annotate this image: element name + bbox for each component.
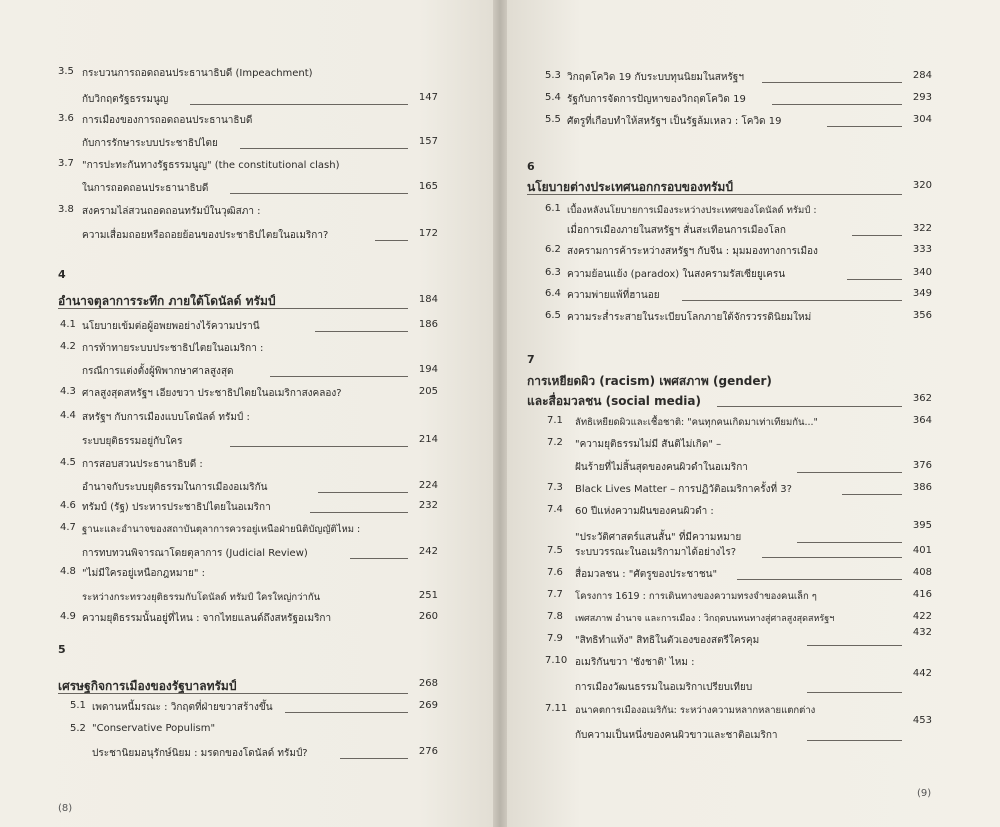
leader-line [847,279,902,280]
entry-page: 224 [418,480,438,491]
entry-number: 4.1 [60,319,76,330]
leader-line [190,104,408,105]
leader-line [852,235,902,236]
entry-title: "ความยุติธรรมไม่มี สันติไม่เกิด" – [575,439,722,450]
entry-title: ศาลสูงสุดสหรัฐฯ เอียงขวา ประชาธิปไตยในอเมริกาสงคลอง? [82,388,342,399]
leader-line [270,376,408,377]
leader-line [827,126,902,127]
chapter-title: การเหยียดผิว (racism) เพศสภาพ (gender) [527,374,772,388]
entry-title: สงครามการค้าระหว่างสหรัฐฯ กับจีน : มุมมองทางการเมือง [567,246,818,257]
entry-page: 214 [418,434,438,445]
chapter-title-cont: และสื่อมวลชน (social media) [527,394,702,408]
entry-page: 242 [418,546,438,557]
entry-title: วิกฤตโควิด 19 กับระบบทุนนิยมในสหรัฐฯ [567,72,744,83]
entry-number: 4.9 [60,611,76,622]
chapter-title: เศรษฐกิจการเมืองของรัฐบาลทรัมป์ [58,679,237,693]
entry-number: 5.4 [545,92,561,103]
entry-page: 432 [912,627,932,638]
entry-title-cont: กรณีการแต่งตั้งผู้พิพากษาศาลสูงสุด [82,366,234,377]
entry-title: ลัทธิเหยียดผิวและเชื้อชาติ: "คนทุกคนเกิดมาเท่าเทียมกัน..." [575,417,818,428]
leader-line [807,740,902,741]
entry-number: 5.1 [70,700,86,711]
entry-number: 4.3 [60,386,76,397]
leader-line [807,692,902,693]
entry-number: 6.3 [545,267,561,278]
leader-line [230,446,408,447]
entry-title: เพดานหนี้มรณะ : วิกฤตที่ฝ่ายขวาสร้างขึ้น [92,702,273,713]
leader-line [230,193,408,194]
entry-title: การท้าทายระบบประชาธิปไตยในอเมริกา : [82,343,264,354]
entry-page: 416 [912,589,932,600]
leader-line [240,148,408,149]
entry-page: 386 [912,482,932,493]
entry-page: 453 [912,715,932,726]
entry-title: "การปะทะกันทางรัฐธรรมนูญ" (the constitutional clash) [82,160,340,171]
entry-number: 6.4 [545,288,561,299]
entry-number: 3.5 [58,66,74,77]
entry-page: 157 [418,136,438,147]
entry-title: ทรัมป์ (รัฐ) ประหารประชาธิปไตยในอเมริกา [82,502,271,513]
leader-line [318,492,408,493]
entry-page: 376 [912,460,932,471]
entry-number: 6.2 [545,244,561,255]
entry-title: 60 ปีแห่งความฝันของคนผิวดำ : [575,506,714,517]
entry-title: "สิทธิทำแท้ง" สิทธิในตัวเองของสตรีใครคุม [575,635,760,646]
entry-title: อเมริกันขวา 'ชังชาติ' ไหม : [575,657,695,668]
entry-number: 6.1 [545,203,561,214]
entry-page: 205 [418,386,438,397]
entry-title-cont: กับวิกฤตรัฐธรรมนูญ [82,94,169,105]
entry-page: 349 [912,288,932,299]
entry-page: 284 [912,70,932,81]
entry-title: เพศสภาพ อำนาจ และการเมือง : วิกฤตบนหนทางสู่ศาลสูงสุดสหรัฐฯ [575,614,835,624]
entry-title: สื่อมวลชน : "ศัตรูของประชาชน" [575,569,718,580]
entry-number: 7.4 [547,504,563,515]
entry-page: 333 [912,244,932,255]
entry-title-cont: การทบทวนพิจารณาโดยตุลาการ (Judicial Review) [82,548,308,559]
entry-title: รัฐกับการจัดการปัญหาของวิกฤตโควิด 19 [567,94,746,105]
entry-number: 3.7 [58,158,74,169]
entry-number: 4.2 [60,341,76,352]
chapter-number: 6 [527,160,535,173]
chapter-title: นโยบายต่างประเทศนอกกรอบของทรัมป์ [527,180,733,194]
entry-title: กระบวนการถอดถอนประธานาธิบดี (Impeachment) [82,68,313,79]
entry-title-cont: กับการรักษาระบบประชาธิปไตย [82,138,218,149]
entry-title: เบื้องหลังนโยบายการเมืองระหว่างประเทศของโดนัลด์ ทรัมป์ : [567,205,817,216]
leader-line [762,82,902,83]
entry-page: 186 [418,319,438,330]
entry-number: 5.2 [70,723,86,734]
entry-title-cont: ความเสื่อมถอยหรือถอยย้อนของประชาธิปไตยในอเมริกา? [82,230,329,241]
entry-title: Black Lives Matter – การปฏิวัติอเมริกาครั้งที่ 3? [575,484,792,495]
page-number: (8) [58,803,73,814]
entry-title: "Conservative Populism" [92,723,216,734]
entry-page: 442 [912,668,932,679]
entry-number: 4.7 [60,522,76,533]
entry-page: 401 [912,545,932,556]
chapter-rule [527,194,902,195]
leader-line [285,712,408,713]
entry-title-cont: "ประวัติศาสตร์แสนสั้น" ที่มีความหมาย [575,532,742,543]
entry-page: 172 [418,228,438,239]
entry-page: 322 [912,223,932,234]
entry-title-cont: กับความเป็นหนึ่งของคนผิวขาวและชาติอเมริกา [575,730,778,741]
leader-line [807,645,902,646]
entry-number: 5.5 [545,114,561,125]
entry-title: ความยุติธรรมนั้นอยู่ที่ไหน : จากไทยแลนด์ถึงสหรัฐอเมริกา [82,613,332,624]
leader-line [842,494,902,495]
entry-number: 7.3 [547,482,563,493]
entry-title: สหรัฐฯ กับการเมืองแบบโดนัลด์ ทรัมป์ : [82,412,250,423]
entry-page: 260 [418,611,438,622]
chapter-page: 184 [418,294,438,305]
entry-title-cont: ประชานิยมอนุรักษ์นิยม : มรดกของโดนัลด์ ทรัมป์? [92,748,308,759]
entry-number: 7.10 [545,655,568,666]
entry-page: 232 [418,500,438,511]
chapter-rule [58,308,408,309]
entry-number: 7.1 [547,415,563,426]
leader-line [797,542,902,543]
entry-number: 7.6 [547,567,563,578]
leader-line [350,558,408,559]
entry-title: สงครามไล่สวนถอดถอนทรัมป์ในวุฒิสภา : [82,206,261,217]
chapter-page: 320 [912,180,932,191]
entry-page: 356 [912,310,932,321]
entry-number: 7.5 [547,545,563,556]
entry-number: 4.8 [60,566,76,577]
leader-line [340,758,408,759]
leader-line [797,472,902,473]
chapter-number: 5 [58,643,66,656]
entry-number: 7.7 [547,589,563,600]
leader-line [737,579,902,580]
chapter-number: 4 [58,268,66,281]
entry-title: ฐานะและอำนาจของสถาบันตุลาการควรอยู่เหนือฝ่ายนิติบัญญัติไหม : [82,524,361,535]
entry-page: 422 [912,611,932,622]
entry-title: การสอบสวนประธานาธิบดี : [82,459,203,470]
entry-title: "ไม่มีใครอยู่เหนือกฎหมาย" : [82,568,206,579]
entry-page: 194 [418,364,438,375]
right-page [507,0,1000,827]
entry-number: 7.11 [545,703,568,714]
leader-line [682,300,902,301]
entry-title: ความพ่ายแพ้ที่ฮานอย [567,290,660,301]
entry-page: 251 [418,590,438,601]
entry-page: 364 [912,415,932,426]
entry-number: 7.8 [547,611,563,622]
entry-number: 4.5 [60,457,76,468]
leader-line [315,331,408,332]
left-page [0,0,493,827]
entry-title-cont: ฝันร้ายที่ไม่สิ้นสุดของคนผิวดำในอเมริกา [575,462,748,473]
leader-line [375,240,408,241]
entry-title-cont: ระบบยุติธรรมอยู่กับใคร [82,436,183,447]
entry-page: 293 [912,92,932,103]
entry-title: ศัตรูที่เกือบทำให้สหรัฐฯ เป็นรัฐล้มเหลว : โควิด 19 [567,116,782,127]
entry-title: ความย้อนแย้ง (paradox) ในสงครามรัสเซียยูเครน [567,269,786,280]
chapter-page: 268 [418,678,438,689]
entry-number: 4.4 [60,410,76,421]
entry-number: 3.8 [58,204,74,215]
entry-page: 147 [418,92,438,103]
entry-title-cont: ในการถอดถอนประธานาธิบดี [82,183,209,194]
entry-title: ความระส่ำระสายในระเบียบโลกภายใต้จักรวรรดินิยมใหม่ [567,312,812,323]
entry-number: 6.5 [545,310,561,321]
entry-title-cont: เมื่อการเมืองภายในสหรัฐฯ สั่นสะเทือนการเมืองโลก [567,225,786,236]
chapter-title: อำนาจตุลาการระทึก ภายใต้โดนัลด์ ทรัมป์ [58,294,276,308]
entry-title: ระบบวรรณะในอเมริกามาได้อย่างไร? [575,547,737,558]
entry-number: 7.2 [547,437,563,448]
chapter-rule [717,406,902,407]
chapter-page: 362 [912,393,932,404]
chapter-number: 7 [527,353,535,366]
entry-title-cont: การเมืองวัฒนธรรมในอเมริกาเปรียบเทียบ [575,682,753,693]
entry-number: 5.3 [545,70,561,81]
entry-page: 395 [912,520,932,531]
entry-number: 7.9 [547,633,563,644]
entry-page: 304 [912,114,932,125]
entry-title: การเมืองของการถอดถอนประธานาธิบดี [82,115,253,126]
entry-title: นโยบายเข้มต่อผู้อพยพอย่างไร้ความปรานี [82,321,260,332]
entry-number: 3.6 [58,113,74,124]
entry-title-cont: ระหว่างกระทรวงยุติธรรมกับโดนัลด์ ทรัมป์ ใครใหญ่กว่ากัน [82,592,321,603]
entry-page: 165 [418,181,438,192]
entry-title: อนาคตการเมืองอเมริกัน: ระหว่างความหลากหลายแตกต่าง [575,705,816,716]
leader-line [772,104,902,105]
entry-page: 340 [912,267,932,278]
entry-title: โครงการ 1619 : การเดินทางของความทรงจำของคนเล็ก ๆ [575,591,817,602]
entry-page: 408 [912,567,932,578]
book-gutter [493,0,507,827]
entry-page: 276 [418,746,438,757]
leader-line [310,512,408,513]
leader-line [762,557,902,558]
page-number: (9) [917,788,932,799]
chapter-rule [58,693,408,694]
entry-number: 4.6 [60,500,76,511]
entry-page: 269 [418,700,438,711]
entry-title-cont: อำนาจกับระบบยุติธรรมในการเมืองอเมริกัน [82,482,268,493]
